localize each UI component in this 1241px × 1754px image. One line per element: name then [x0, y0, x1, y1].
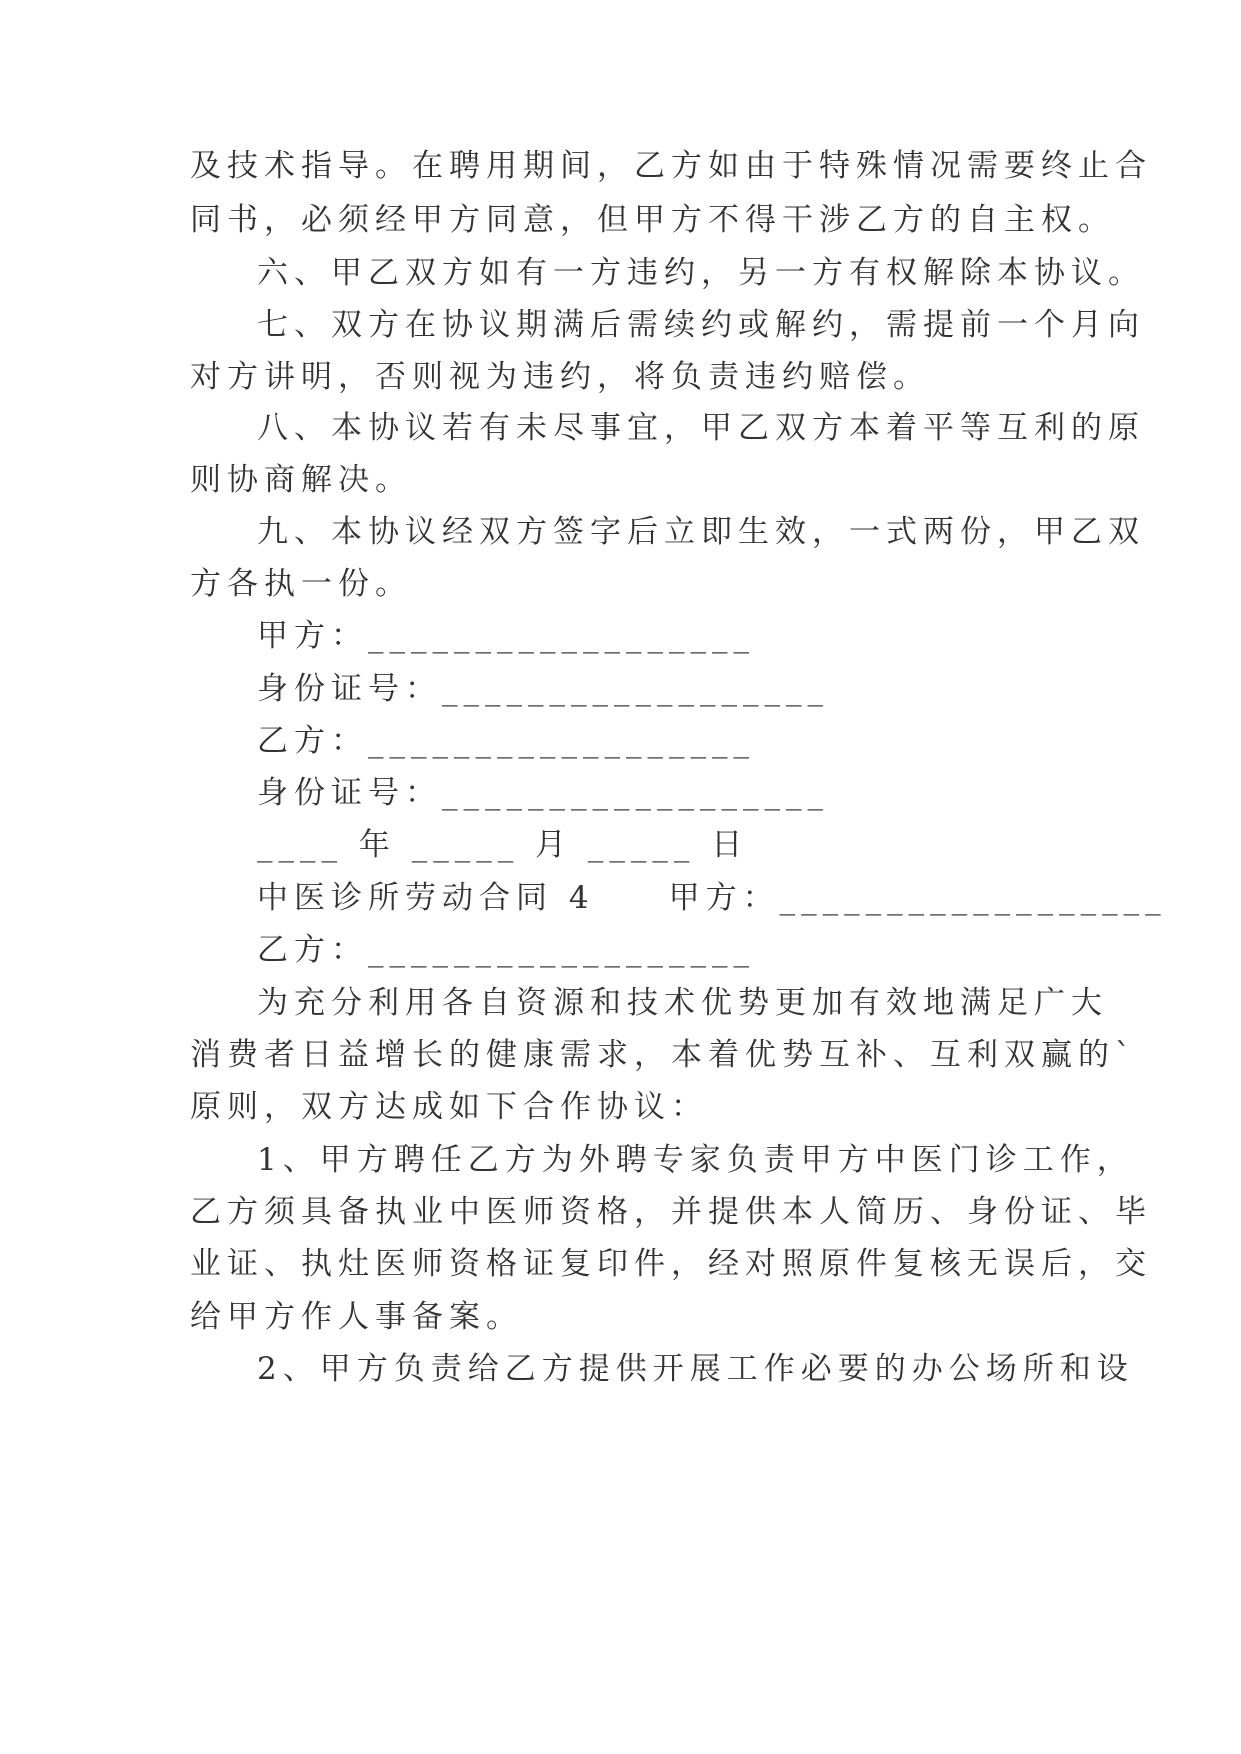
- paragraph-line: 给甲方作人事备案。: [190, 1299, 523, 1335]
- date-line: ____ 年 _____ 月 _____ 日: [257, 827, 749, 863]
- preamble-line: 为充分利用各自资源和技术优势更加有效地满足广大: [257, 985, 1108, 1021]
- party-b-line: 乙方：__________________: [257, 932, 755, 968]
- clause-nine: 九、本协议经双方签字后立即生效，一式两份，甲乙双: [257, 514, 1145, 550]
- clause-seven: 七、双方在协议期满后需续约或解约，需提前一个月向: [257, 307, 1145, 343]
- paragraph-line: 消费者日益增长的健康需求，本着优势互补、互利双赢的`: [190, 1037, 1137, 1073]
- party-a-signature-line: 甲方：__________________: [257, 618, 755, 654]
- party-a-id-line: 身份证号：__________________: [257, 671, 829, 707]
- party-b-signature-line: 乙方：__________________: [257, 723, 755, 759]
- paragraph-line: 及技术指导。在聘用期间，乙方如由于特殊情况需要终止合: [190, 148, 1152, 184]
- paragraph-line: 方各执一份。: [190, 566, 412, 602]
- paragraph-line: 原则，双方达成如下合作协议：: [190, 1089, 708, 1125]
- contract-title-line: 中医诊所劳动合同 4 甲方：__________________: [257, 880, 1167, 916]
- paragraph-line: 乙方须具备执业中医师资格，并提供本人简历、身份证、毕: [190, 1194, 1152, 1230]
- party-b-id-line: 身份证号：__________________: [257, 775, 829, 811]
- clause-six: 六、甲乙双方如有一方违约，另一方有权解除本协议。: [257, 255, 1145, 291]
- paragraph-line: 对方讲明，否则视为违约，将负责违约赔偿。: [190, 359, 930, 395]
- clause-two: 2、甲方负责给乙方提供开展工作必要的办公场所和设: [257, 1351, 1134, 1387]
- paragraph-line: 业证、执灶医师资格证复印件，经对照原件复核无误后，交: [190, 1246, 1152, 1282]
- paragraph-line: 则协商解决。: [190, 462, 412, 498]
- paragraph-line: 同书，必须经甲方同意，但甲方不得干涉乙方的自主权。: [190, 202, 1115, 238]
- clause-eight: 八、本协议若有未尽事宜，甲乙双方本着平等互利的原: [257, 410, 1145, 446]
- clause-one: 1、甲方聘任乙方为外聘专家负责甲方中医门诊工作，: [257, 1142, 1134, 1178]
